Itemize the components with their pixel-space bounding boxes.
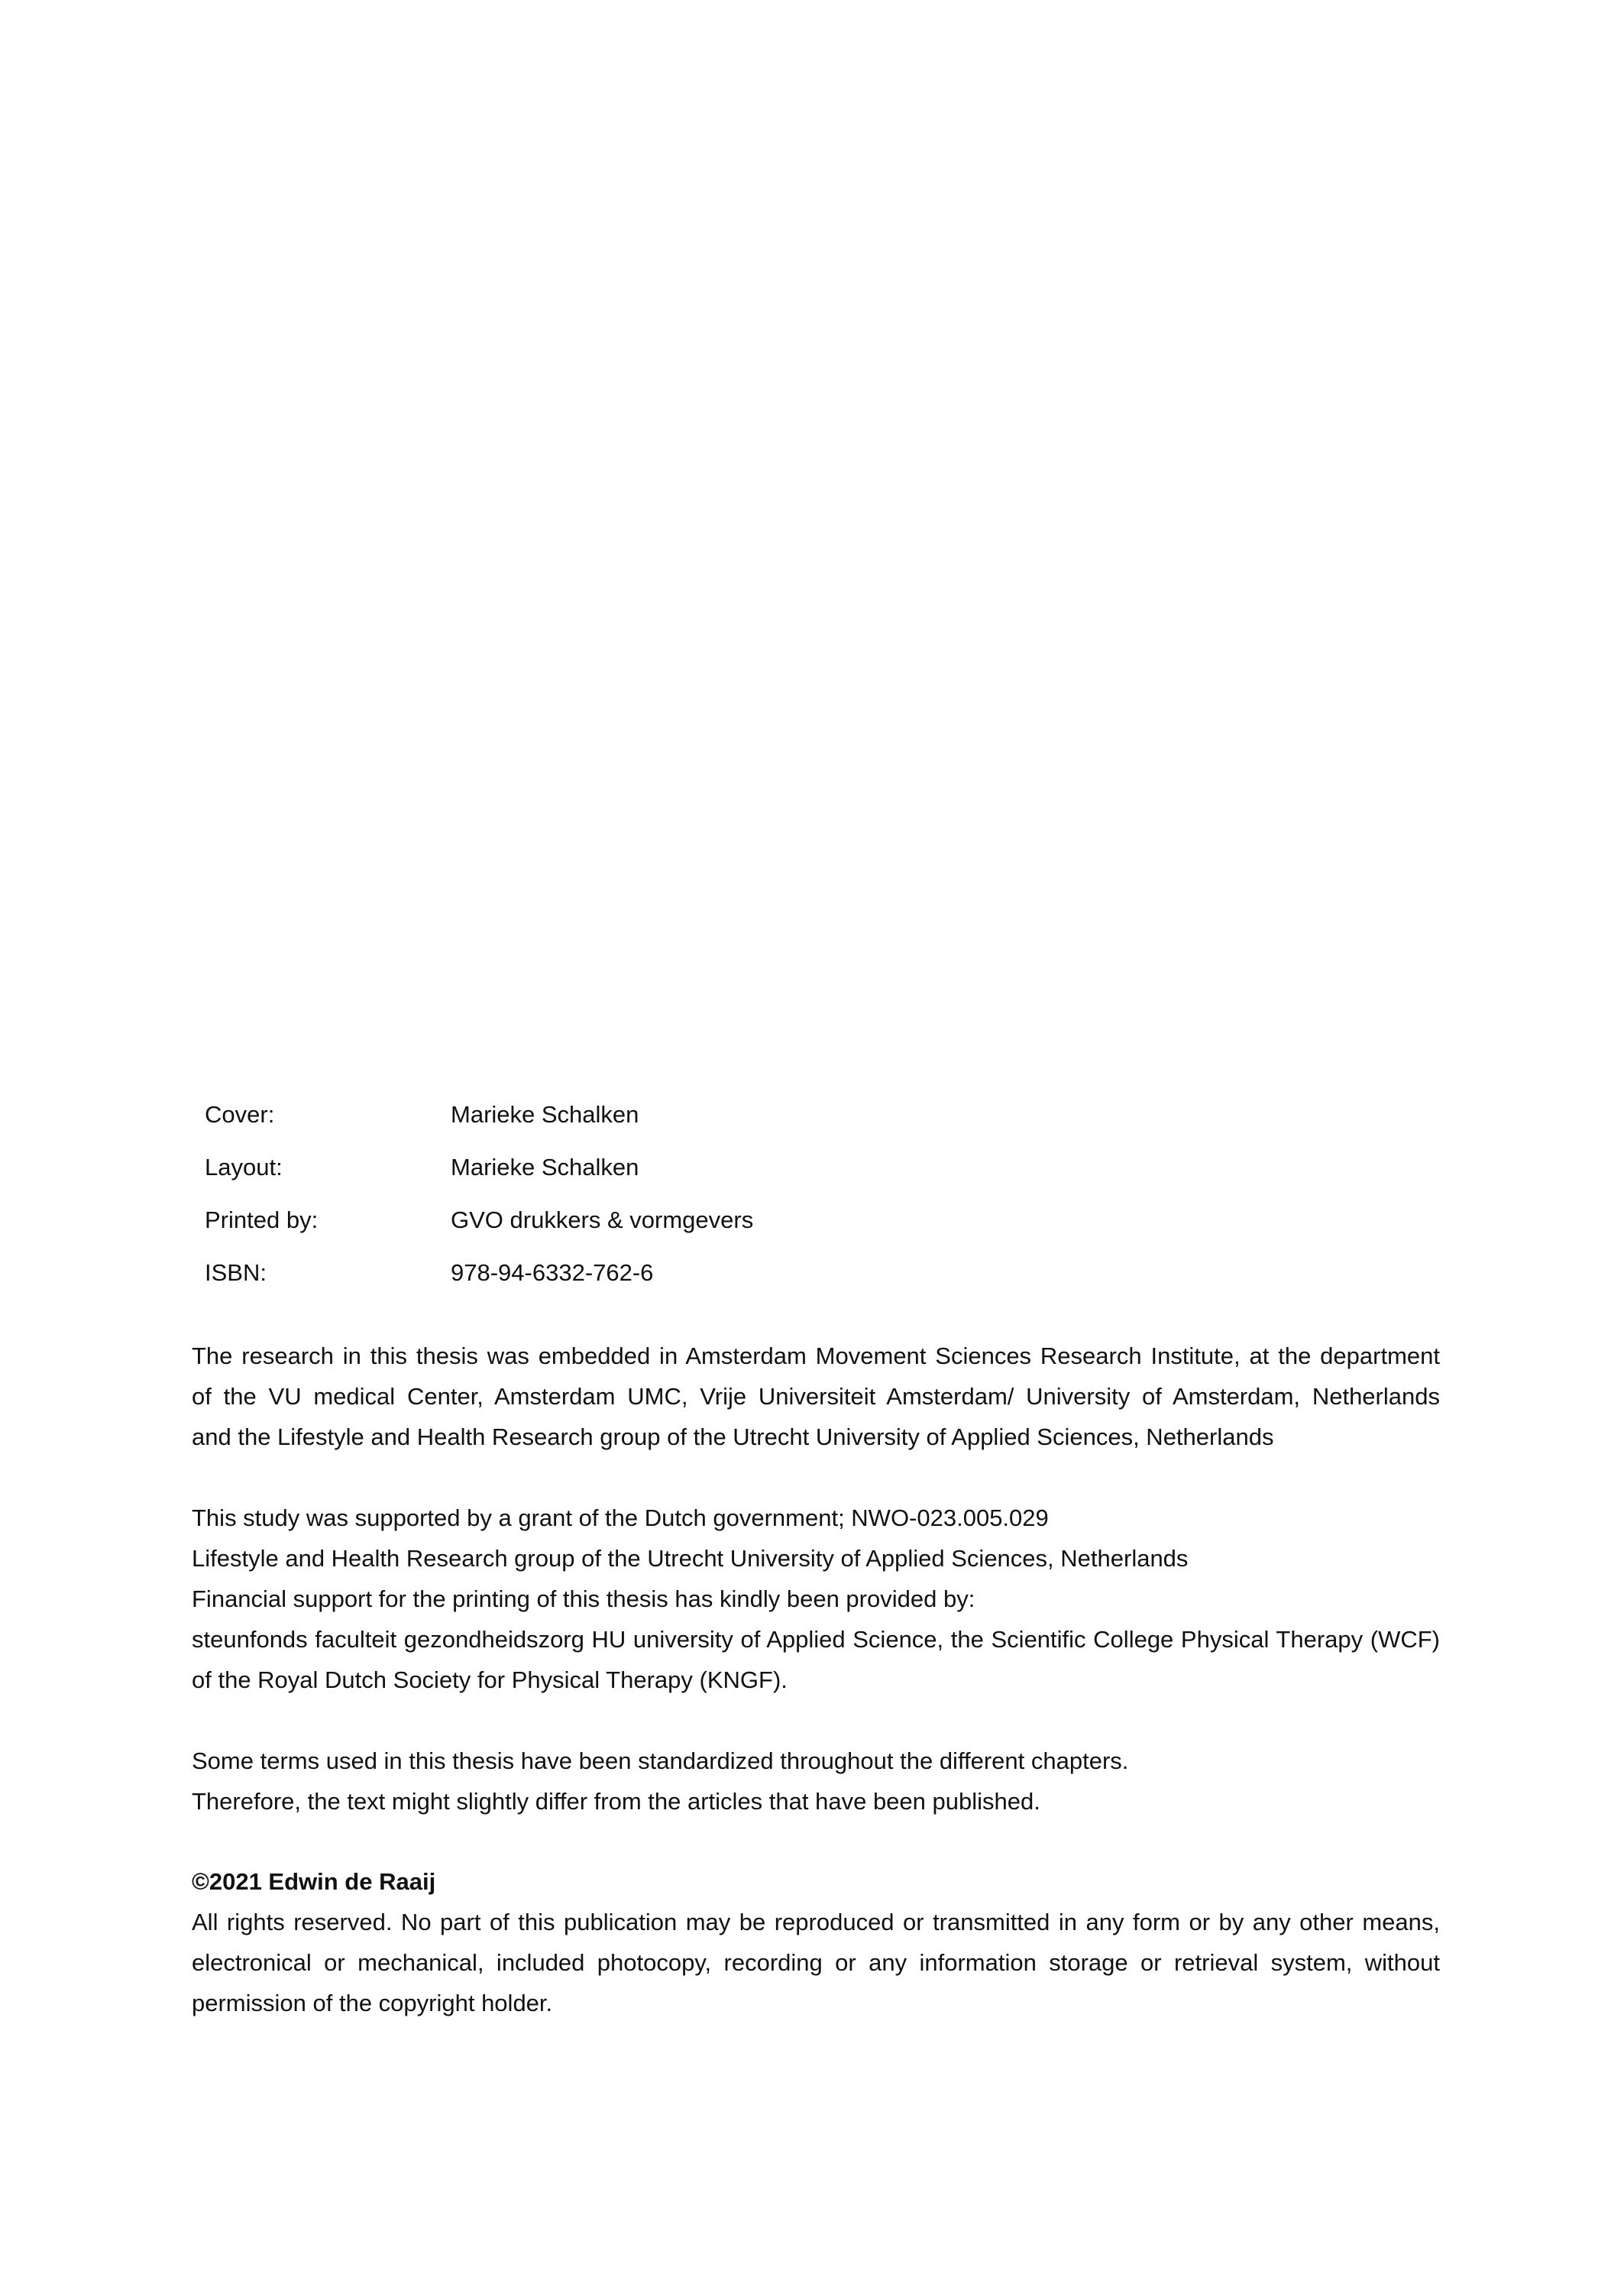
terms-line: Therefore, the text might slightly differ from the articles that have been published. [192, 1788, 1040, 1815]
credit-row-printer [205, 1193, 892, 1246]
copyright-heading: ©2021 Edwin de Raaij [192, 1868, 436, 1895]
support-line: This study was supported by a grant of the Dutch government; NWO-023.005.029 [192, 1504, 1049, 1531]
support-line: Lifestyle and Health Research group of the Utrecht University of Applied Sciences, Netherlands [192, 1545, 1189, 1572]
copyright-line: electronical or mechanical, included photocopy, recording or any information storage or retrieval system, without [192, 1949, 1440, 1976]
support-line: Financial support for the printing of this thesis has kindly been provided by: [192, 1585, 975, 1612]
credit-value: Marieke Schalken [451, 1153, 639, 1181]
research-line: The research in this thesis was embedded in Amsterdam Movement Sciences Research Institute, at the department [192, 1342, 1440, 1369]
credit-value: GVO drukkers & vormgevers [451, 1206, 754, 1233]
support-paragraph [192, 1498, 1440, 1700]
research-line: and the Lifestyle and Health Research group of the Utrecht University of Applied Sciences, Netherlands [192, 1423, 1274, 1450]
credit-label: Printed by: [205, 1206, 319, 1233]
credit-row-cover [205, 1088, 892, 1141]
support-line: steunfonds faculteit gezondheidszorg HU university of Applied Science, the Scientific College Physical Therapy (WCF) [192, 1626, 1440, 1653]
support-line: of the Royal Dutch Society for Physical Therapy (KNGF). [192, 1666, 788, 1693]
credits-table [205, 1088, 892, 1299]
credit-label: Cover: [205, 1100, 275, 1128]
copyright-paragraph [192, 1861, 1440, 2023]
credit-row-isbn [205, 1246, 892, 1299]
copyright-line: permission of the copyright holder. [192, 1990, 553, 2016]
credit-row-layout [205, 1141, 892, 1193]
credit-label: ISBN: [205, 1258, 267, 1286]
research-paragraph [192, 1336, 1440, 1457]
copyright-line: All rights reserved. No part of this publication may be reproduced or transmitted in any form or by any other means, [192, 1909, 1440, 1935]
credit-label: Layout: [205, 1153, 283, 1181]
credit-value: Marieke Schalken [451, 1100, 639, 1128]
terms-line: Some terms used in this thesis have been standardized throughout the different chapters. [192, 1747, 1129, 1774]
terms-paragraph [192, 1741, 1440, 1822]
credit-value: 978-94-6332-762-6 [451, 1258, 654, 1286]
research-line: of the VU medical Center, Amsterdam UMC, Vrije Universiteit Amsterdam/ University of Amsterdam, Netherlands [192, 1383, 1440, 1410]
